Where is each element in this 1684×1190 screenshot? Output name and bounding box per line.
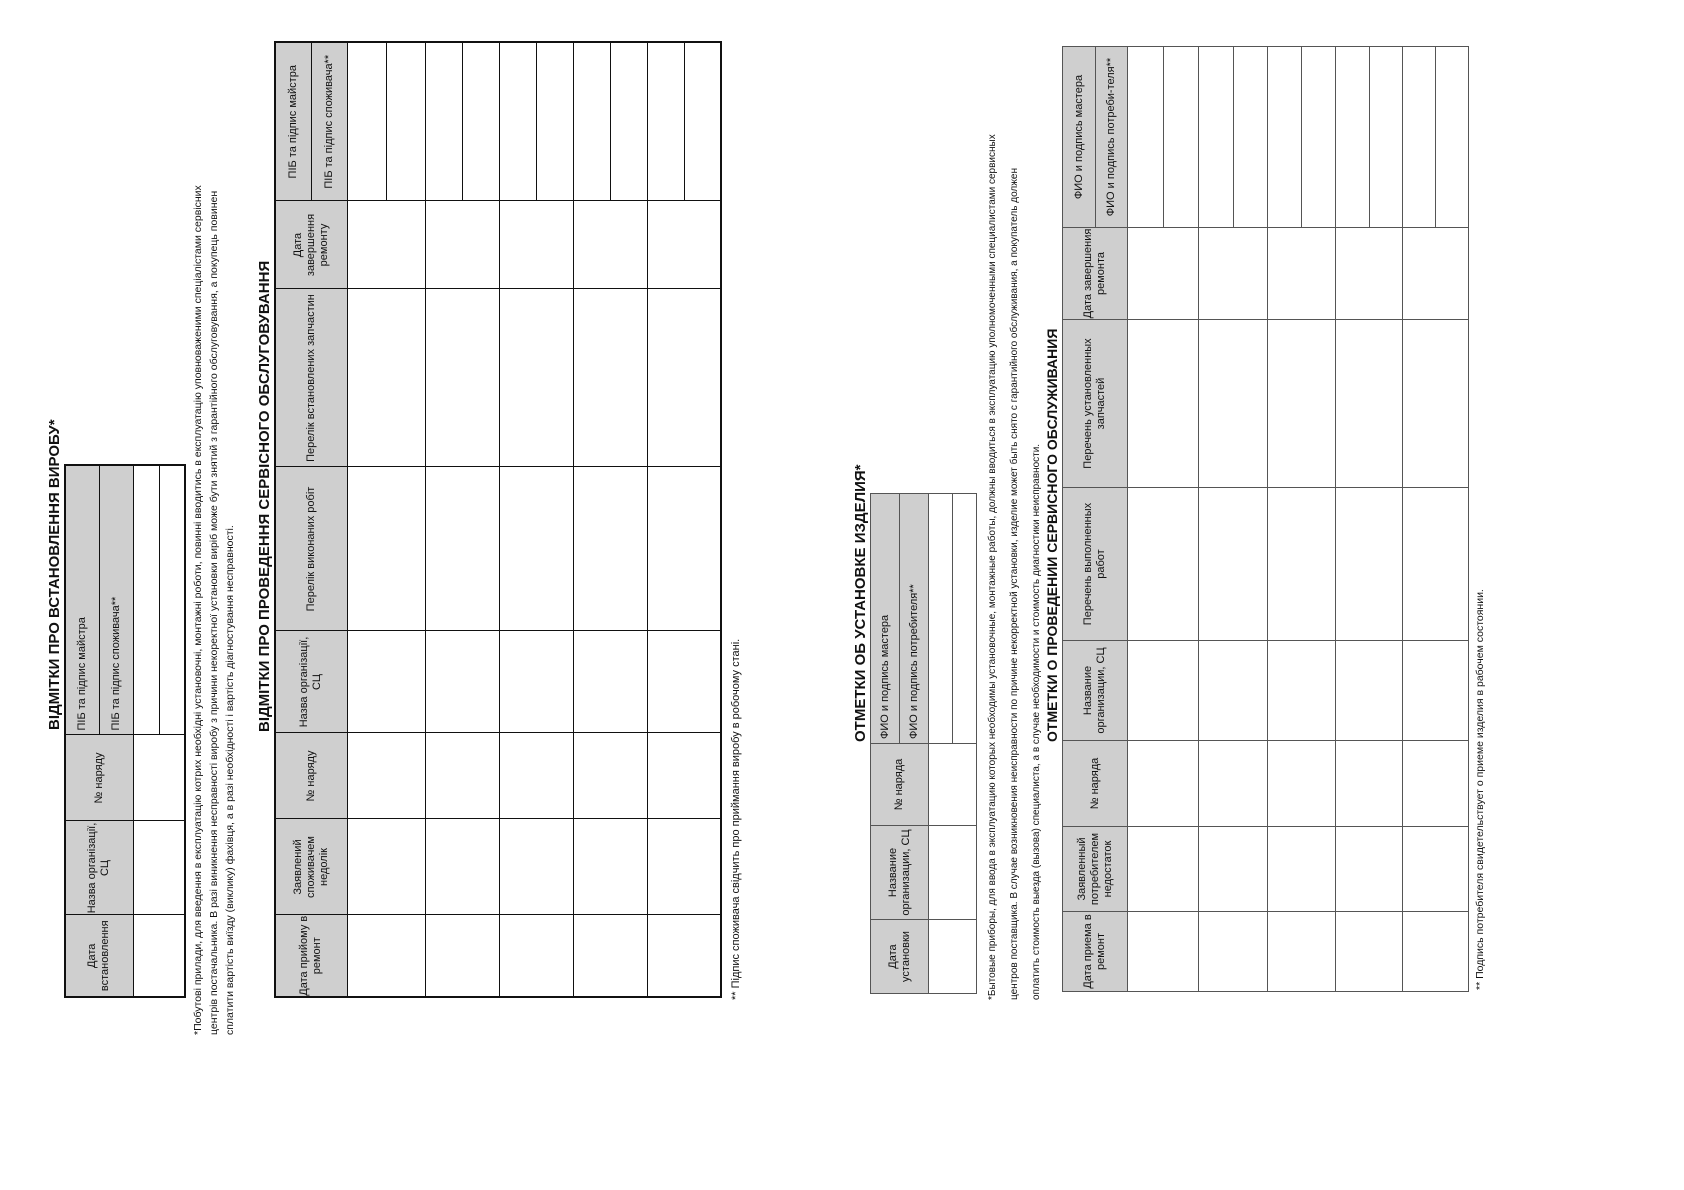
ua-footnote: ** Підпис споживача свідчить про приймання виробу в робочому стані.	[730, 638, 742, 1000]
table-row[interactable]	[1128, 912, 1199, 992]
ru-service-table-wrap	[1062, 46, 1469, 992]
ua-install-table	[64, 464, 186, 998]
ru-install-master-cell[interactable]	[929, 494, 953, 744]
ru-service-org-header: Название организации, СЦ	[1063, 641, 1128, 741]
ua-service-parts-header: Перелік встановлених запчастин	[275, 289, 347, 467]
ru-install-title: ОТМЕТКИ ОБ УСТАНОВКЕ ИЗДЕЛИЯ*	[852, 464, 869, 742]
ua-service-master-header: ПІБ та підпис майстра	[275, 42, 311, 201]
ru-service-parts-header: Перечень установленных запчастей	[1063, 320, 1128, 488]
ru-service-master-header: ФИО и подпись мастера	[1063, 47, 1096, 228]
table-row[interactable]	[1403, 912, 1469, 992]
ru-install-table	[870, 493, 977, 994]
ru-install-consumer-cell[interactable]	[953, 494, 977, 744]
ua-install-master-cell[interactable]	[133, 465, 159, 735]
ua-service-defect-header: Заявлений споживачем недолік	[275, 819, 347, 915]
ua-install-org-header: Назва організації, СЦ	[65, 821, 133, 915]
ru-footnote: ** Подпись потребителя свидетельствует о приеме изделия в рабочем состоянии.	[1474, 589, 1486, 990]
table-row[interactable]	[347, 915, 425, 997]
table-row[interactable]	[1268, 912, 1336, 992]
ru-service-defect-header: Заявленный потребителем недостаток	[1063, 827, 1128, 912]
ua-service-order-header: № наряду	[275, 733, 347, 819]
ru-install-org-cell[interactable]	[929, 826, 977, 920]
ua-service-title: ВІДМІТКИ ПРО ПРОВЕДЕННЯ СЕРВІСНОГО ОБСЛУГОВУВАННЯ	[256, 260, 273, 732]
ru-install-org-header: Название организации, СЦ	[871, 826, 929, 920]
ru-install-order-cell[interactable]	[929, 744, 977, 826]
ua-service-table	[274, 41, 722, 998]
ru-install-note: *Бытовые приборы, для ввода в эксплуатацию которых необходимы установочные, монтажные работы, должны вводиться в эксплуатацию уполномоченными специалистами сервисных центров поставщика. В случае возникновения неисправности по причине некорректной установки, изделие может быть снято с гарантийного обслуживания, а покупатель должен оплатить стоимость выезда (вызова) специалиста, а в случае необходимости и стоимость диагностики неисправности.	[987, 134, 1042, 1000]
ua-install-master-header: ПІБ та підпис майстра	[65, 465, 99, 735]
ua-service-org-header: Назва організації, СЦ	[275, 631, 347, 733]
ru-install-order-header: № наряда	[871, 744, 929, 826]
ru-install-date-header: Дата установки	[871, 920, 929, 994]
ua-service-intake-header: Дата прийому в ремонт	[275, 915, 347, 997]
ru-service-completion-header: Дата завершения ремонта	[1063, 228, 1128, 320]
ua-install-title: ВІДМІТКИ ПРО ВСТАНОВЛЕННЯ ВИРОБУ*	[46, 419, 63, 730]
ru-install-master-header: ФИО и подпись мастера	[871, 494, 900, 744]
ua-install-order-header: № наряду	[65, 735, 133, 821]
ua-install-order-cell[interactable]	[133, 735, 185, 821]
table-row[interactable]	[499, 915, 573, 997]
table-row[interactable]	[647, 915, 721, 997]
table-row[interactable]	[573, 915, 647, 997]
ua-install-consumer-header: ПІБ та підпис споживача**	[99, 465, 133, 735]
ua-install-date-header: Дата встановлення	[65, 915, 133, 997]
ua-service-completion-header: Дата завершення ремонту	[275, 201, 347, 289]
ua-install-note: *Побутові прилади, для введення в експлуатацію котрих необхідні установочні, монтажні роботи, повинні вводитись в експлуатацію уповноваженими спеціалістами сервісних центрів постачальника. В разі виникнення несправності виробу з причини некоректної установки виріб може бути знятий з гарантійного обслуговування, а покупець повинен сплатити вартість виїзду (виклику) фахівця, а в разі необхідності і вартість діагностування несправності.	[192, 185, 236, 1035]
ru-install-date-cell[interactable]	[929, 920, 977, 994]
ru-install-table-wrap	[870, 493, 977, 994]
ru-service-order-header: № наряда	[1063, 741, 1128, 827]
ru-service-title: ОТМЕТКИ О ПРОВЕДЕНИИ СЕРВИСНОГО ОБСЛУЖИВАНИЯ	[1044, 328, 1060, 742]
ua-service-consumer-header: ПІБ та підпис споживача**	[311, 42, 347, 201]
ru-service-intake-header: Дата приема в ремонт	[1063, 912, 1128, 992]
ru-service-works-header: Перечень выполненных работ	[1063, 488, 1128, 641]
table-row[interactable]	[1199, 912, 1268, 992]
ua-install-date-cell[interactable]	[133, 915, 185, 997]
ru-service-table	[1062, 46, 1469, 992]
table-row[interactable]	[425, 915, 499, 997]
ua-install-org-cell[interactable]	[133, 821, 185, 915]
ua-service-table-wrap	[274, 41, 722, 998]
ua-service-works-header: Перелік виконаних робіт	[275, 467, 347, 631]
ru-install-consumer-header: ФИО и подпись потребителя**	[900, 494, 929, 744]
table-row[interactable]	[1336, 912, 1403, 992]
ua-install-consumer-cell[interactable]	[159, 465, 185, 735]
ua-install-table-wrap	[64, 464, 186, 998]
ru-service-consumer-header: ФИО и подпись потреби-теля**	[1096, 47, 1128, 228]
